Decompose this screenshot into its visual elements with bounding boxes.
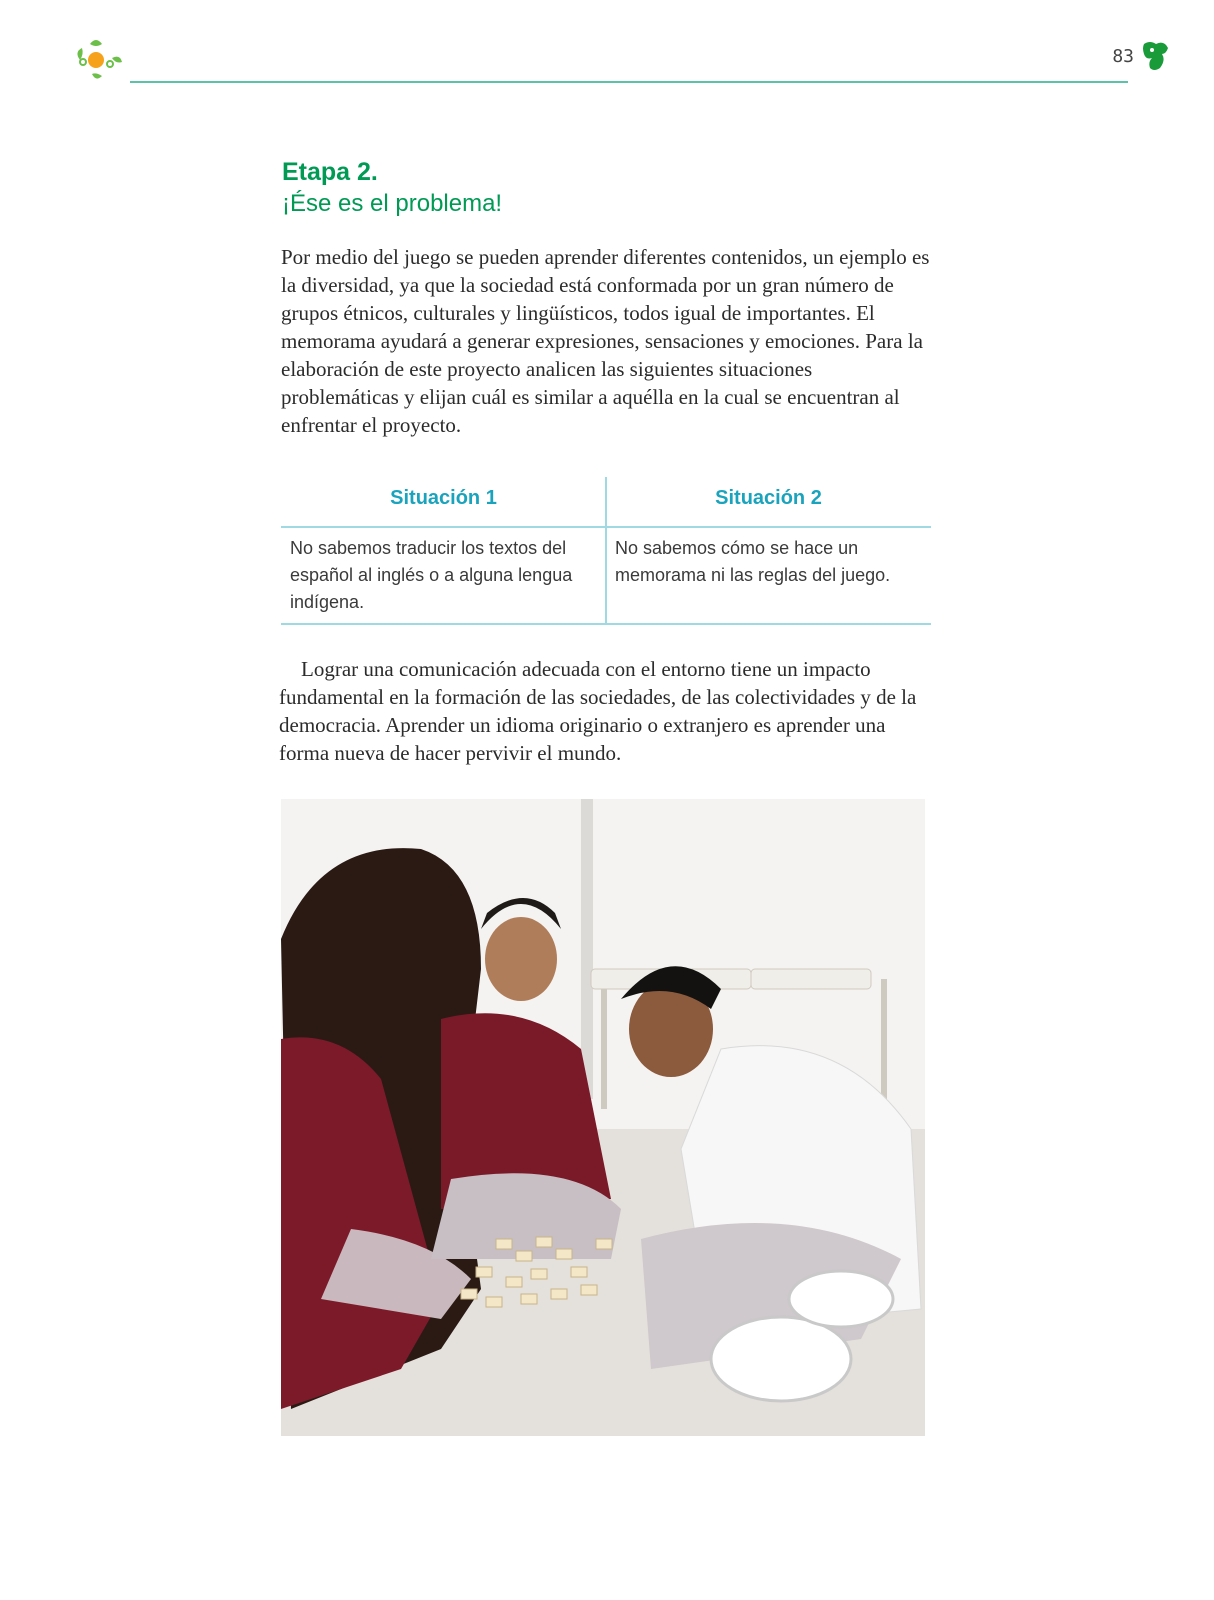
page-number: 83 [1112,46,1134,67]
intro-paragraph: Por medio del juego se pueden aprender diferentes contenidos, un ejemplo es la diversidad, ya que la sociedad está conformada por un gran número de grupos étnicos, culturales y lingüísticos, todos igual de importantes. El memorama ayudará a generar expresiones, sensaciones y emociones. Para la elaboración de este proyecto analicen las siguientes situaciones problemáticas y elijan cuál es similar a aquélla en la cual se encuentran al enfrentar el proyecto. [281,245,930,437]
situations-table [281,477,931,625]
situation-1-column [281,477,606,625]
section-heading [282,156,502,220]
section-title: ¡Ése es el problema! [282,190,503,217]
closing-paragraph: Lograr una comunicación adecuada con el entorno tiene un impacto fundamental en la formación de las sociedades, de las colectividades y de la democracia. Aprender un idioma originario o extranjero es aprender una forma nueva de hacer pervivir el mundo. [279,657,917,765]
situation-1-heading: Situación 1 [390,487,497,509]
situation-2-text: No sabemos cómo se hace un memorama ni las reglas del juego. [615,538,891,585]
stage-label: Etapa 2. [282,158,378,186]
flower-logo-icon [70,30,126,86]
situation-2-heading: Situación 2 [715,487,822,509]
green-glyph-icon [1140,38,1170,74]
situation-2-column [606,477,931,625]
header-rule [130,81,1128,83]
students-playing-game-photo [281,799,925,1436]
situation-1-text: No sabemos traducir los textos del español al inglés o a alguna lengua indígena. [290,538,573,612]
